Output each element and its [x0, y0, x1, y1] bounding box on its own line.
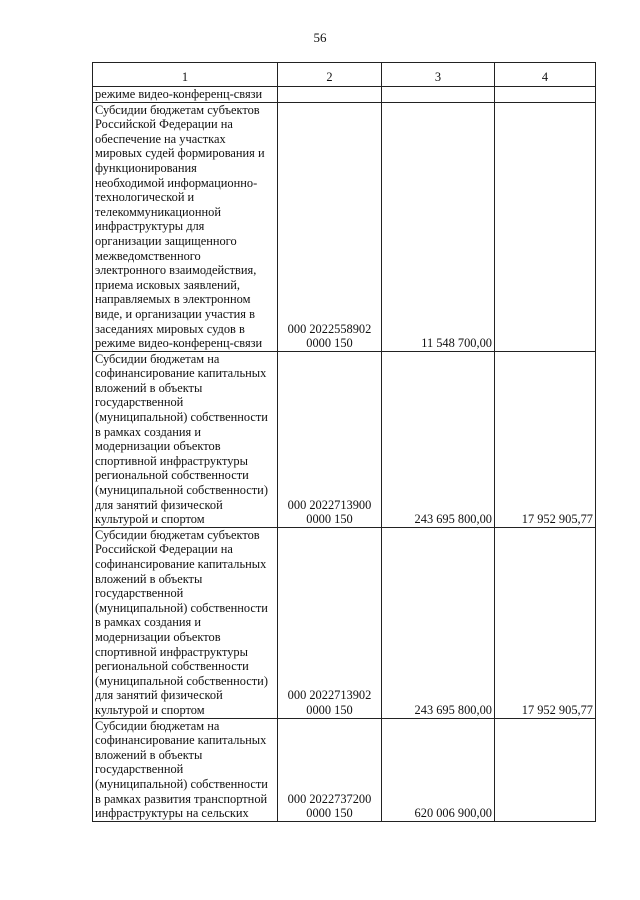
budget-item-name-line: Субсидии бюджетам на: [95, 718, 220, 733]
budget-code-line: 0000 150: [306, 512, 353, 527]
amount-value-col4: [495, 718, 596, 821]
budget-classification-code: [278, 102, 382, 351]
budget-item-name-line: (муниципальной собственности): [95, 483, 268, 498]
budget-item-name-line: спортивной инфраструктуры: [95, 453, 248, 468]
budget-code-line: 000 2022737200: [287, 791, 372, 806]
table-row: [93, 718, 596, 821]
budget-item-name: [93, 87, 278, 103]
budget-item-name-line: технологической и: [95, 190, 195, 205]
table-row: [93, 527, 596, 718]
amount-value: 243 695 800,00: [382, 527, 495, 718]
budget-item-name-line: культурой и спортом: [95, 512, 205, 527]
budget-item-name: [93, 718, 278, 821]
budget-item-name: [93, 351, 278, 527]
amount-value: 11 548 700,00: [382, 102, 495, 351]
budget-classification-code: [278, 87, 382, 103]
budget-item-name-line: приема исковых заявлений,: [95, 277, 240, 292]
budget-item-name-line: софинансирование капитальных: [95, 557, 267, 571]
budget-item-name-line: (муниципальной) собственности: [95, 776, 268, 791]
budget-item-name-line: в рамках развития транспортной: [95, 791, 268, 806]
budget-item-name-line: модернизации объектов: [95, 439, 221, 454]
budget-item-name-line: вложений в объекты: [95, 747, 203, 762]
amount-value: 620 006 900,00: [382, 718, 495, 821]
column-header-4: 4: [495, 63, 596, 87]
budget-item-name-line: Субсидии бюджетам на: [95, 351, 220, 366]
column-header-3: 3: [382, 63, 495, 87]
table-row: [93, 102, 596, 351]
budget-item-name-line: культурой и спортом: [95, 702, 205, 717]
budget-item-name-line: Субсидии бюджетам субъектов: [95, 527, 260, 542]
page-number: 56: [313, 30, 327, 45]
budget-code-line: 0000 150: [306, 806, 353, 821]
budget-item-name-line: мировых судей формирования и: [95, 146, 265, 161]
budget-item-name-line: инфраструктуры для: [95, 219, 205, 234]
budget-item-name-line: направляемых в электронном: [95, 292, 251, 307]
budget-item-name-line: виде, и организации участия в: [95, 306, 255, 321]
budget-item-name-line: софинансирование капитальных: [95, 366, 267, 381]
budget-item-name-line: региональной собственности: [95, 468, 249, 483]
budget-item-name: [93, 527, 278, 718]
budget-item-name: [93, 102, 278, 351]
budget-item-name-line: режиме видео-конференц-связи: [95, 87, 263, 101]
budget-item-name-line: режиме видео-конференц-связи: [95, 336, 263, 351]
table-header-row: [93, 63, 596, 87]
column-header-2: 2: [278, 63, 382, 87]
budget-code-line: 0000 150: [306, 336, 353, 351]
table-row: [93, 351, 596, 527]
budget-item-name-line: (муниципальной) собственности: [95, 600, 268, 615]
amount-value: 243 695 800,00: [382, 351, 495, 527]
budget-item-name-line: функционирования: [95, 160, 197, 175]
budget-item-name-line: электронного взаимодействия,: [95, 263, 257, 278]
budget-item-name-line: телекоммуникационной: [95, 204, 221, 219]
budget-item-name-line: вложений в объекты: [95, 571, 203, 586]
budget-table-body: [93, 63, 596, 822]
budget-code-line: 0000 150: [306, 702, 353, 717]
budget-item-name-line: для занятий физической: [95, 688, 223, 703]
budget-item-name-line: (муниципальной собственности): [95, 673, 268, 688]
budget-item-name-line: государственной: [95, 586, 184, 601]
column-header-1: 1: [93, 63, 278, 87]
budget-item-name-line: в рамках создания и: [95, 615, 201, 630]
budget-table: [92, 62, 596, 822]
budget-classification-code: [278, 718, 382, 821]
budget-classification-code: [278, 527, 382, 718]
budget-item-name-line: модернизации объектов: [95, 629, 221, 644]
budget-code-line: 000 2022713900: [287, 497, 372, 512]
budget-item-name-line: Субсидии бюджетам субъектов: [95, 102, 260, 117]
budget-item-name-line: заседаниях мировых судов в: [95, 321, 245, 336]
budget-item-name-line: межведомственного: [95, 248, 201, 263]
budget-item-name-line: инфраструктуры на сельских: [95, 806, 249, 821]
budget-classification-code: [278, 351, 382, 527]
budget-item-name-line: обеспечение на участках: [95, 131, 226, 146]
budget-item-name-line: Российской Федерации на: [95, 542, 233, 557]
table-row: [93, 87, 596, 103]
budget-item-name-line: государственной: [95, 762, 184, 777]
amount-value-col4: 17 952 905,77: [495, 527, 596, 718]
budget-item-name-line: Российской Федерации на: [95, 117, 233, 132]
amount-value: [382, 87, 495, 103]
budget-item-name-line: региональной собственности: [95, 659, 249, 674]
budget-item-name-line: софинансирование капитальных: [95, 733, 267, 748]
amount-value-col4: 17 952 905,77: [495, 351, 596, 527]
budget-item-name-line: (муниципальной) собственности: [95, 410, 268, 425]
budget-item-name-line: вложений в объекты: [95, 380, 203, 395]
amount-value-col4: [495, 87, 596, 103]
budget-item-name-line: в рамках создания и: [95, 424, 201, 439]
budget-code-line: 000 2022713902: [287, 688, 372, 703]
budget-item-name-line: необходимой информационно-: [95, 175, 258, 190]
budget-item-name-line: спортивной инфраструктуры: [95, 644, 248, 659]
budget-item-name-line: государственной: [95, 395, 184, 410]
amount-value-col4: [495, 102, 596, 351]
budget-item-name-line: для занятий физической: [95, 497, 223, 512]
budget-item-name-line: организации защищенного: [95, 233, 237, 248]
budget-code-line: 000 2022558902: [287, 321, 372, 336]
